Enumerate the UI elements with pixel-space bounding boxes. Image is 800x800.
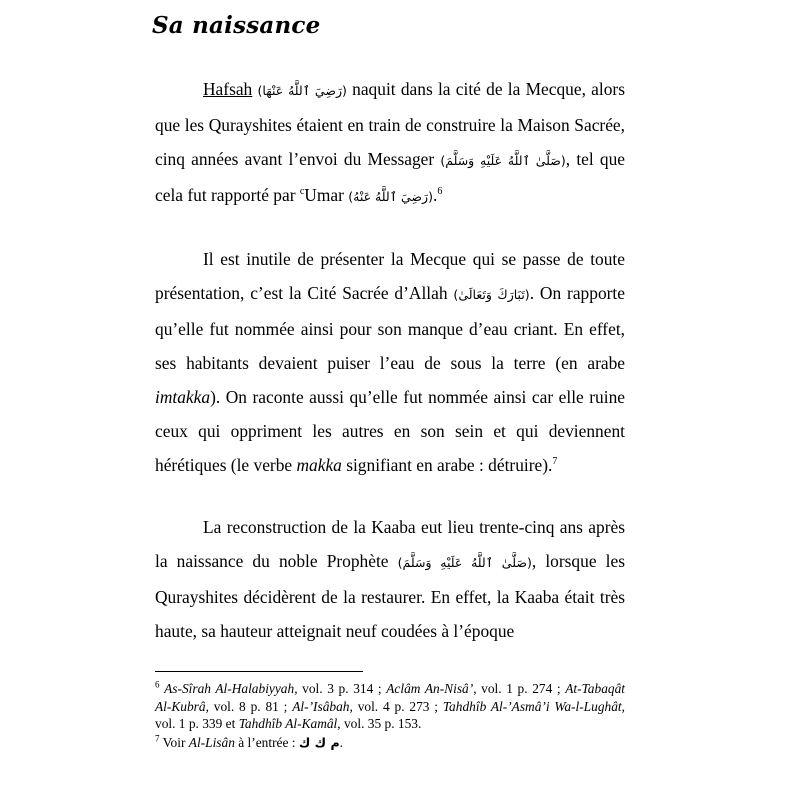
footnote-text: , vol. 3 p. 314 ; bbox=[294, 681, 387, 696]
paragraph-3 bbox=[155, 510, 625, 648]
paragraph-text: Umar bbox=[304, 185, 349, 205]
footnote-source: As-Sîrah Al-Halabiyyah bbox=[164, 681, 295, 696]
honorific-arabic: (رَضِيَ ٱللَّهُ عَنْهُ) bbox=[348, 189, 433, 204]
footnote-text: Voir bbox=[159, 735, 189, 750]
footnote-text: , vol. 1 p. 274 ; bbox=[473, 681, 566, 696]
footnote-source: Tahdhîb Al-’Asmâ’i Wa-l-Lughât bbox=[442, 698, 622, 714]
footnote-text: , vol. 35 p. 153. bbox=[337, 716, 422, 731]
paragraph-2 bbox=[155, 242, 625, 482]
paragraph-text: . bbox=[432, 185, 438, 205]
footnote-source: Aclâm An-Nisâ’ bbox=[386, 681, 474, 696]
honorific-arabic: (صَلَّىٰ ٱللَّهُ عَلَيْهِ وَسَلَّمَ) bbox=[397, 555, 532, 570]
paragraph-text: . On rapporte qu’elle fut nommée ainsi pour son manque d’eau criant. En effet, ses habitants devaient puiser l’eau de sous la terre (en arabe bbox=[155, 283, 625, 373]
ayn-mark: c bbox=[299, 186, 305, 198]
footnote-source: At-Tabaqât Al-Kubrâ bbox=[155, 681, 626, 714]
honorific-arabic: (صَلَّىٰ ٱللَّهُ عَلَيْهِ وَسَلَّمَ) bbox=[440, 153, 566, 168]
body-text bbox=[155, 72, 625, 648]
paragraph-text: La reconstruction de la Kaaba eut lieu trente-cinq ans après la naissance du noble Prophète bbox=[155, 517, 625, 571]
honorific-arabic: (تَبَارَكَ وَتَعَالَىٰ) bbox=[453, 287, 530, 302]
footnote-ref: 7 bbox=[552, 456, 558, 468]
footnote-source: Al-Lisân bbox=[188, 735, 235, 750]
paragraph-text: , lorsque les Qurayshites décidèrent de la restaurer. En effet, la Kaaba était très haute, sa hauteur atteignait neuf coudées à l’époque bbox=[155, 551, 625, 641]
footnote-text: , vol. 4 p. 273 ; bbox=[349, 698, 443, 714]
honorific-arabic: (رَضِيَ ٱللَّهُ عَنْهَا) bbox=[257, 83, 347, 98]
paragraph-text: naquit dans la cité de la Mecque, alors que les Qurayshites étaient en train de construire la Maison Sacrée, cinq années avant l’envoi du Messager bbox=[155, 79, 625, 169]
footnote-number: 7 bbox=[155, 733, 160, 744]
term-imtakka: imtakka bbox=[155, 387, 211, 407]
footnote-number: 6 bbox=[155, 679, 160, 690]
footnote-separator bbox=[155, 671, 363, 672]
paragraph-1 bbox=[155, 72, 625, 214]
footnote-source: Al-’Isâbah bbox=[292, 698, 350, 714]
footnote-text: à l’entrée : bbox=[234, 735, 299, 750]
footnote-7 bbox=[155, 734, 625, 752]
paragraph-text: signifiant en arabe : détruire). bbox=[341, 455, 553, 475]
paragraph-text: Il est inutile de présenter la Mecque qui se passe de toute présentation, c’est la Cité Sacrée d’Allah bbox=[155, 249, 625, 303]
arabic-root: م ك ك bbox=[298, 735, 340, 750]
footnote-6 bbox=[155, 680, 625, 733]
footnote-source: Tahdhîb Al-Kamâl bbox=[238, 716, 338, 731]
term-makka: makka bbox=[296, 455, 342, 475]
footnote-text: , vol. 1 p. 339 et bbox=[155, 698, 625, 731]
paragraph-text: , tel que cela fut rapporté par bbox=[155, 149, 626, 205]
name-hafsah: Hafsah bbox=[203, 79, 253, 99]
footnote-text: , vol. 8 p. 81 ; bbox=[205, 698, 293, 714]
footnote-text: . bbox=[339, 735, 344, 750]
section-title: Sa naissance bbox=[152, 12, 321, 39]
footnote-ref: 6 bbox=[437, 186, 443, 198]
paragraph-text: ). On raconte aussi qu’elle fut nommée ainsi car elle ruine ceux qui oppriment les autres en son sein et qui deviennent hérétiques (le verbe bbox=[155, 387, 625, 475]
